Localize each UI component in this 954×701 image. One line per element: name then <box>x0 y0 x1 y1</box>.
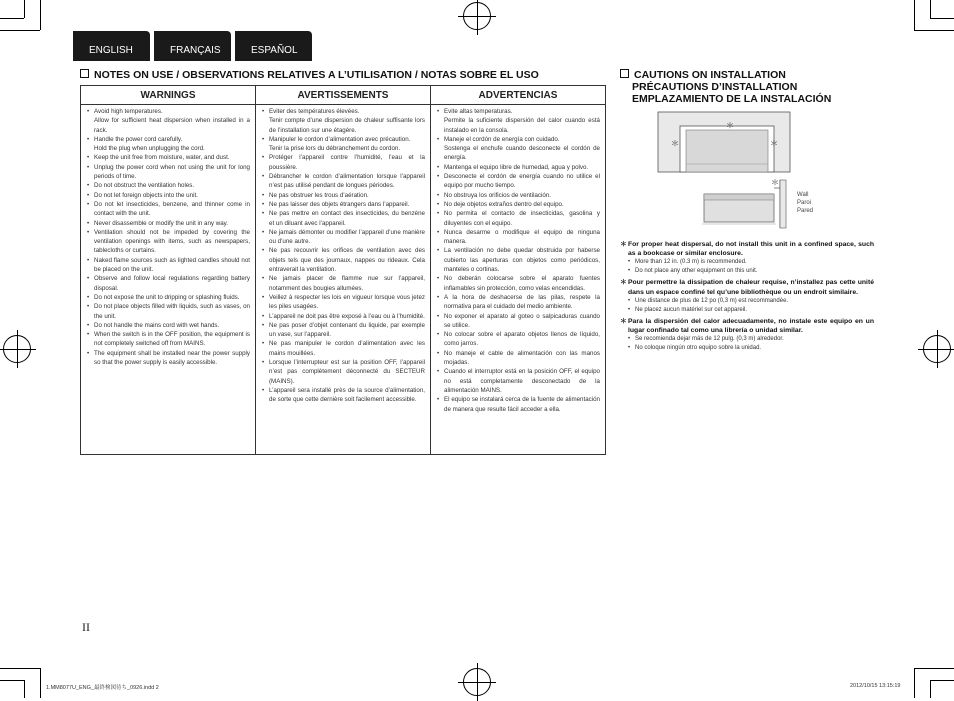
list-item: • Ne pas mettre en contact des insecticides, du benzène et un diluant avec l’appareil. <box>262 209 425 228</box>
tab-english-label: ENGLISH <box>89 45 133 56</box>
registration-mark-bottom <box>463 668 491 696</box>
checkbox-icon <box>80 69 89 78</box>
asterisk-side: ＊ <box>771 178 779 187</box>
list-item: • Do not let foreign objects into the unit. <box>87 191 250 200</box>
list-item: • Ne pas laisser des objets étrangers dans l’appareil. <box>262 200 425 209</box>
wall-label-es: Pared <box>797 208 814 214</box>
wall-labels <box>797 191 813 215</box>
list-item: • Ne jamais démonter ou modifier l’appareil d’une manière ou d’une autre. <box>262 228 425 247</box>
list-item: • Manipuler le cordon d’alimentation avec précaution. <box>262 135 425 144</box>
list-item: • Evite altas temperaturas. <box>437 107 600 116</box>
list-item: • More than 12 in. (0.3 m) is recommended. <box>620 258 874 267</box>
header-warnings: WARNINGS <box>81 86 256 105</box>
install-note-en-text: For proper heat dispersal, do not install this unit in a confined space, such as a bookcase or similar enclosure. <box>628 241 874 258</box>
installation-notes <box>620 238 874 353</box>
list-item: Allow for sufficient heat dispersion when installed in a rack. <box>94 117 250 134</box>
list-item: • No permita el contacto de insecticidas, gasolina y diluyentes con el equipo. <box>437 209 600 228</box>
list-item: • L’appareil sera installé près de la source d’alimentation, de sorte que cette dernière soit facilement accessible. <box>262 386 425 405</box>
list-item: • Ne placez aucun matériel sur cet appareil. <box>620 306 874 315</box>
asterisk-icon: ＊ <box>620 241 627 248</box>
registration-mark-top <box>463 2 491 30</box>
list-item: • Une distance de plus de 12 po (0,3 m) est recommandée. <box>620 297 874 306</box>
cautions-title-line3: EMPLAZAMIENTO DE LA INSTALACIÓN <box>632 93 832 105</box>
installation-diagram-side <box>696 178 796 230</box>
list-item: • Do not obstruct the ventilation holes. <box>87 181 250 190</box>
header-avertissements: AVERTISSEMENTS <box>256 86 431 105</box>
registration-mark-left <box>3 335 31 363</box>
list-item: • Protéger l’appareil contre l’humidité, l’eau et la poussière. <box>262 153 425 172</box>
list-item: • Unplug the power cord when not using the unit for long periods of time. <box>87 163 250 182</box>
list-item: • Mantenga el equipo libre de humedad, agua y polvo. <box>437 163 600 172</box>
slug-left: 1.MM8077U_ENG_最終検図待ち_0926.indd 2 <box>46 685 159 691</box>
cautions-title-line1: CAUTIONS ON INSTALLATION <box>634 69 786 81</box>
list-item: • Eviter des températures élevées. <box>262 107 425 116</box>
list-item: • Se recomienda dejar más de 12 pulg. (0,3 m) alrededor. <box>620 335 874 344</box>
notes-table <box>80 85 606 455</box>
tab-english[interactable] <box>73 31 150 61</box>
list-item: • No coloque ningún otro equipo sobre la unidad. <box>620 344 874 353</box>
list-item: • Keep the unit free from moisture, water, and dust. <box>87 153 250 162</box>
install-note-en <box>620 240 874 276</box>
list-item: • No maneje el cable de alimentación con las manos mojadas. <box>437 349 600 368</box>
asterisk-left: ＊ <box>671 139 679 148</box>
list-item: Tenir la prise lors du débranchement du cordon. <box>269 145 401 153</box>
list-item: • Nunca desarme o modifique el equipo de ninguna manera. <box>437 228 600 247</box>
list-item: • No colocar sobre el aparato objetos llenos de líquido, como jarros. <box>437 330 600 349</box>
list-item: • La ventilación no debe quedar obstruida por haberse cubierto las aperturas con objetos como periódicos, manteles o cortinas. <box>437 246 600 274</box>
list-item: • El equipo se instalará cerca de la fuente de alimentación de manera que resulte fácil acceder a ella. <box>437 395 600 414</box>
asterisk-right: ＊ <box>770 139 778 148</box>
tab-francais-label: FRANÇAIS <box>170 45 221 56</box>
list-item: • Cuando el interruptor está en la posición OFF, el equipo no está completamente desconectado de la alimentación MAINS. <box>437 367 600 395</box>
list-item: • Do not place objects filled with liquids, such as vases, on the unit. <box>87 302 250 321</box>
list-item: • Desconecte el cordón de energía cuando no utilice el equipo por mucho tiempo. <box>437 172 600 191</box>
tab-francais[interactable] <box>154 31 231 61</box>
list-item: • Avoid high temperatures. <box>87 107 250 116</box>
install-note-fr-text: Pour permettre la dissipation de chaleur requise, n’installez pas cette unité dans un espace confiné tel qu’une bibliothèque ou un endroit similaire. <box>628 279 874 296</box>
list-item: • Ne pas recouvrir les orifices de ventilation avec des objets tels que des journaux, nappes ou rideaux. Cela entraverait la ventilation. <box>262 246 425 274</box>
list-item: • The equipment shall be installed near the power supply so that the power supply is easily accessible. <box>87 349 250 368</box>
list-item: Sostenga el enchufe cuando desconecte el cordón de energía. <box>444 145 600 162</box>
install-note-fr <box>620 278 874 314</box>
install-note-es <box>620 317 874 353</box>
warnings-column <box>81 105 256 455</box>
list-item: Hold the plug when unplugging the cord. <box>94 145 205 153</box>
list-item: • Naked flame sources such as lighted candles should not be placed on the unit. <box>87 256 250 275</box>
asterisk-top: ＊ <box>726 121 734 130</box>
list-item: Tenir compte d’une dispersion de chaleur suffisante lors de l’installation sur une étagère. <box>269 117 425 134</box>
list-item: • Veillez à respecter les lois en vigueur lorsque vous jetez les piles usagées. <box>262 293 425 312</box>
list-item: Permite la suficiente dispersión del calor cuando está instalado en la consola. <box>444 117 600 134</box>
slug-right: 2012/10/15 13:15:19 <box>850 683 901 689</box>
registration-mark-right <box>923 335 951 363</box>
list-item: • When the switch is in the OFF position, the equipment is not completely switched off from MAINS. <box>87 330 250 349</box>
list-item: • No deberán colocarse sobre el aparato fuentes inflamables sin protección, como velas encendidas. <box>437 274 600 293</box>
wall-label-en: Wall <box>797 192 809 198</box>
notes-title-text: NOTES ON USE / OBSERVATIONS RELATIVES A L’UTILISATION / NOTAS SOBRE EL USO <box>94 69 539 81</box>
list-item: • Débrancher le cordon d’alimentation lorsque l’appareil n’est pas utilisé pendant de longues périodes. <box>262 172 425 191</box>
list-item: • Handle the power cord carefully. <box>87 135 250 144</box>
checkbox-icon <box>620 69 629 78</box>
list-item: • L’appareil ne doit pas être exposé à l’eau ou à l’humidité. <box>262 312 425 321</box>
page-number: II <box>82 620 90 634</box>
list-item: • Lorsque l’interrupteur est sur la position OFF, l’appareil n’est pas complètement déconnecté du SECTEUR (MAINS). <box>262 358 425 386</box>
list-item: • Do not expose the unit to dripping or splashing fluids. <box>87 293 250 302</box>
asterisk-icon: ＊ <box>620 317 627 325</box>
cautions-title <box>620 69 831 105</box>
list-item: • Do not place any other equipment on this unit. <box>620 267 874 276</box>
list-item: • A la hora de deshacerse de las pilas, respete la normativa para el cuidado del medio ambiente. <box>437 293 600 312</box>
list-item: • Ne jamais placer de flamme nue sur l’appareil, notamment des bougies allumées. <box>262 274 425 293</box>
list-item: • Maneje el cordón de energía con cuidado. <box>437 135 600 144</box>
install-note-es-text: Para la dispersión del calor adecuadamente, no instale este equipo en un lugar confinado tal como una librería o unidad similar. <box>628 317 874 335</box>
notes-title <box>80 69 539 81</box>
advertencias-column <box>431 105 606 455</box>
list-item: • Do not let insecticides, benzene, and thinner come in contact with the unit. <box>87 200 250 219</box>
cautions-title-line2: PRÉCAUTIONS D’INSTALLATION <box>632 81 798 93</box>
wall-label-fr: Paroi <box>797 200 812 206</box>
list-item: • No obstruya los orificios de ventilación. <box>437 191 600 200</box>
list-item: • Never disassemble or modify the unit in any way. <box>87 219 250 228</box>
list-item: • No deje objetos extraños dentro del equipo. <box>437 200 600 209</box>
list-item: • Ne pas manipuler le cordon d’alimentation avec les mains mouillées. <box>262 339 425 358</box>
list-item: • Ne pas obstruer les trous d’aération. <box>262 191 425 200</box>
list-item: • Do not handle the mains cord with wet hands. <box>87 321 250 330</box>
list-item: • No exponer el aparato al goteo o salpicaduras cuando se utilice. <box>437 312 600 331</box>
list-item: • Ventilation should not be impeded by covering the ventilation openings with items, such as newspapers, tablecloths or curtains. <box>87 228 250 256</box>
list-item: • Ne pas poser d’objet contenant du liquide, par exemple un vase, sur l’appareil. <box>262 321 425 340</box>
asterisk-icon: ＊ <box>620 279 627 287</box>
avertissements-column <box>256 105 431 455</box>
header-advertencias: ADVERTENCIAS <box>431 86 606 105</box>
tab-espanol-label: ESPAÑOL <box>251 45 298 56</box>
list-item: • Observe and follow local regulations regarding battery disposal. <box>87 274 250 293</box>
tab-espanol[interactable] <box>235 31 312 61</box>
